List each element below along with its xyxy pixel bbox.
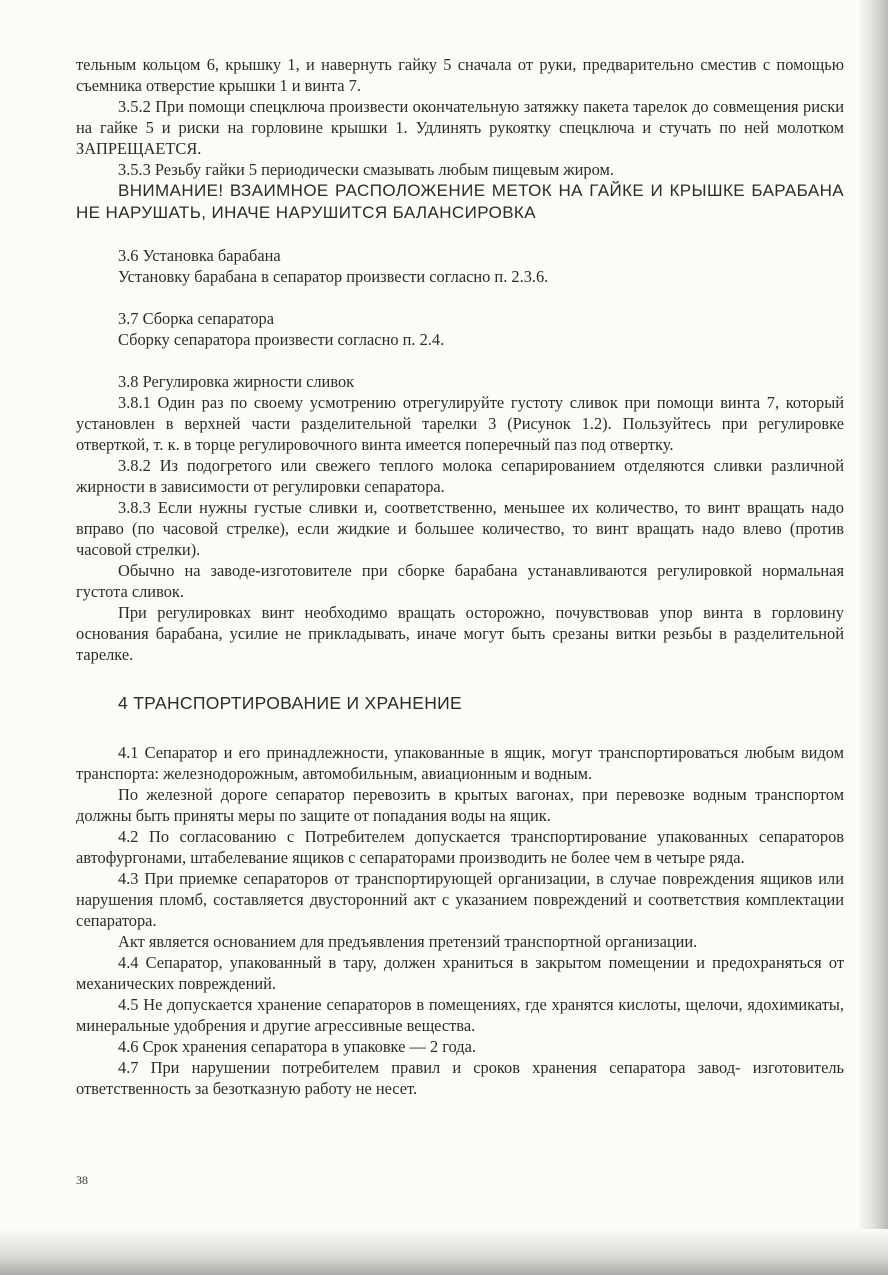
paragraph-3-5-2: 3.5.2 При помощи спецключа произвести окончательную затяжку пакета тарелок до совмещения риски на гайке 5 и риски на горловине крышки 1. Удлинять рукоятку спецключа и стучать по ней молотком ЗАПРЕЩАЕТСЯ.: [76, 97, 844, 158]
paragraph-4-1-rail: По железной дороге сепаратор перевозить в крытых вагонах, при перевозке водным транспортом должны быть приняты меры по защите от попадания воды на ящик.: [76, 785, 844, 825]
paragraph-4-1: 4.1 Сепаратор и его принадлежности, упакованные в ящик, могут транспортироваться любым видом транспорта: железнодорожным, автомобильным, авиационным и водным.: [76, 743, 844, 783]
page-bottom-shadow: [0, 1229, 888, 1275]
paragraph-3-8-3-caution: При регулировках винт необходимо вращать осторожно, почувствовав упор винта в горловину основания барабана, усилие не прикладывать, иначе могут быть срезаны витки резьбы в разделительной тарелке.: [76, 603, 844, 664]
paragraph-4-6: 4.6 Срок хранения сепаратора в упаковке — 2 года.: [118, 1037, 477, 1056]
heading-3-8: 3.8 Регулировка жирности сливок: [118, 372, 355, 391]
paragraph-4-7: 4.7 При нарушении потребителем правил и сроков хранения сепаратора завод- изготовитель ответственность за безотказную работу не несет.: [76, 1058, 844, 1098]
section-4-title: 4 ТРАНСПОРТИРОВАНИЕ И ХРАНЕНИЕ: [118, 693, 462, 713]
heading-3-6: 3.6 Установка барабана: [118, 246, 281, 265]
paragraph-3-6: Установку барабана в сепаратор произвести согласно п. 2.3.6.: [118, 267, 549, 286]
paragraph-3-8-1: 3.8.1 Один раз по своему усмотрению отрегулируйте густоту сливок при помощи винта 7, который установлен в верхней части разделительной тарелки 3 (Рисунок 1.2). Пользуйтесь при регулировке отверткой, т. к. в торце регулировочного винта имеется поперечный паз под отвертку.: [76, 393, 844, 454]
paragraph-3-5-3: 3.5.3 Резьбу гайки 5 периодически смазывать любым пищевым жиром.: [118, 160, 614, 179]
paragraph-continuation: тельным кольцом 6, крышку 1, и навернуть гайку 5 сначала от руки, предварительно сместив с помощью съемника отверстие крышки 1 и винта 7.: [76, 55, 844, 95]
paragraph-4-4: 4.4 Сепаратор, упакованный в тару, должен храниться в закрытом помещении и предохраняться от механических повреждений.: [76, 953, 844, 993]
paragraph-3-8-2: 3.8.2 Из подогретого или свежего теплого молока сепарированием отделяются сливки различной жирности в зависимости от регулировки сепаратора.: [76, 456, 844, 496]
page-number: 38: [76, 1173, 88, 1187]
page-edge-shadow: [860, 0, 888, 1275]
paragraph-3-8-3: 3.8.3 Если нужны густые сливки и, соответственно, меньшее их количество, то винт вращать надо вправо (по часовой стрелке), если жидкие и большее количество, то винт вращать надо влево (против часовой стрелки).: [76, 498, 844, 559]
paragraph-4-2: 4.2 По согласованию с Потребителем допускается транспортирование упакованных сепараторов автофургонами, штабелевание ящиков с сепараторами производить не более чем в четыре ряда.: [76, 827, 844, 867]
heading-3-7: 3.7 Сборка сепаратора: [118, 309, 274, 328]
paragraph-4-5: 4.5 Не допускается хранение сепараторов в помещениях, где хранятся кислоты, щелочи, ядохимикаты, минеральные удобрения и другие агрессивные вещества.: [76, 995, 844, 1035]
paragraph-4-3-act: Акт является основанием для предъявления претензий транспортной организации.: [118, 932, 698, 951]
paragraph-3-7: Сборку сепаратора произвести согласно п. 2.4.: [118, 330, 445, 349]
document-body: [76, 54, 844, 1099]
warning-notice: ВНИМАНИЕ! ВЗАИМНОЕ РАСПОЛОЖЕНИЕ МЕТОК НА ГАЙКЕ И КРЫШКЕ БАРАБАНА НЕ НАРУШАТЬ, ИНАЧЕ НАРУШИТСЯ БАЛАНСИРОВКА: [76, 181, 844, 222]
paragraph-3-8-3-note: Обычно на заводе-изготовителе при сборке барабана устанавливаются регулировкой нормальная густота сливок.: [76, 561, 844, 601]
paragraph-4-3: 4.3 При приемке сепараторов от транспортирующей организации, в случае повреждения ящиков или нарушения пломб, составляется двусторонний акт с указанием повреждений и соответствия комплектации сепаратора.: [76, 869, 844, 930]
